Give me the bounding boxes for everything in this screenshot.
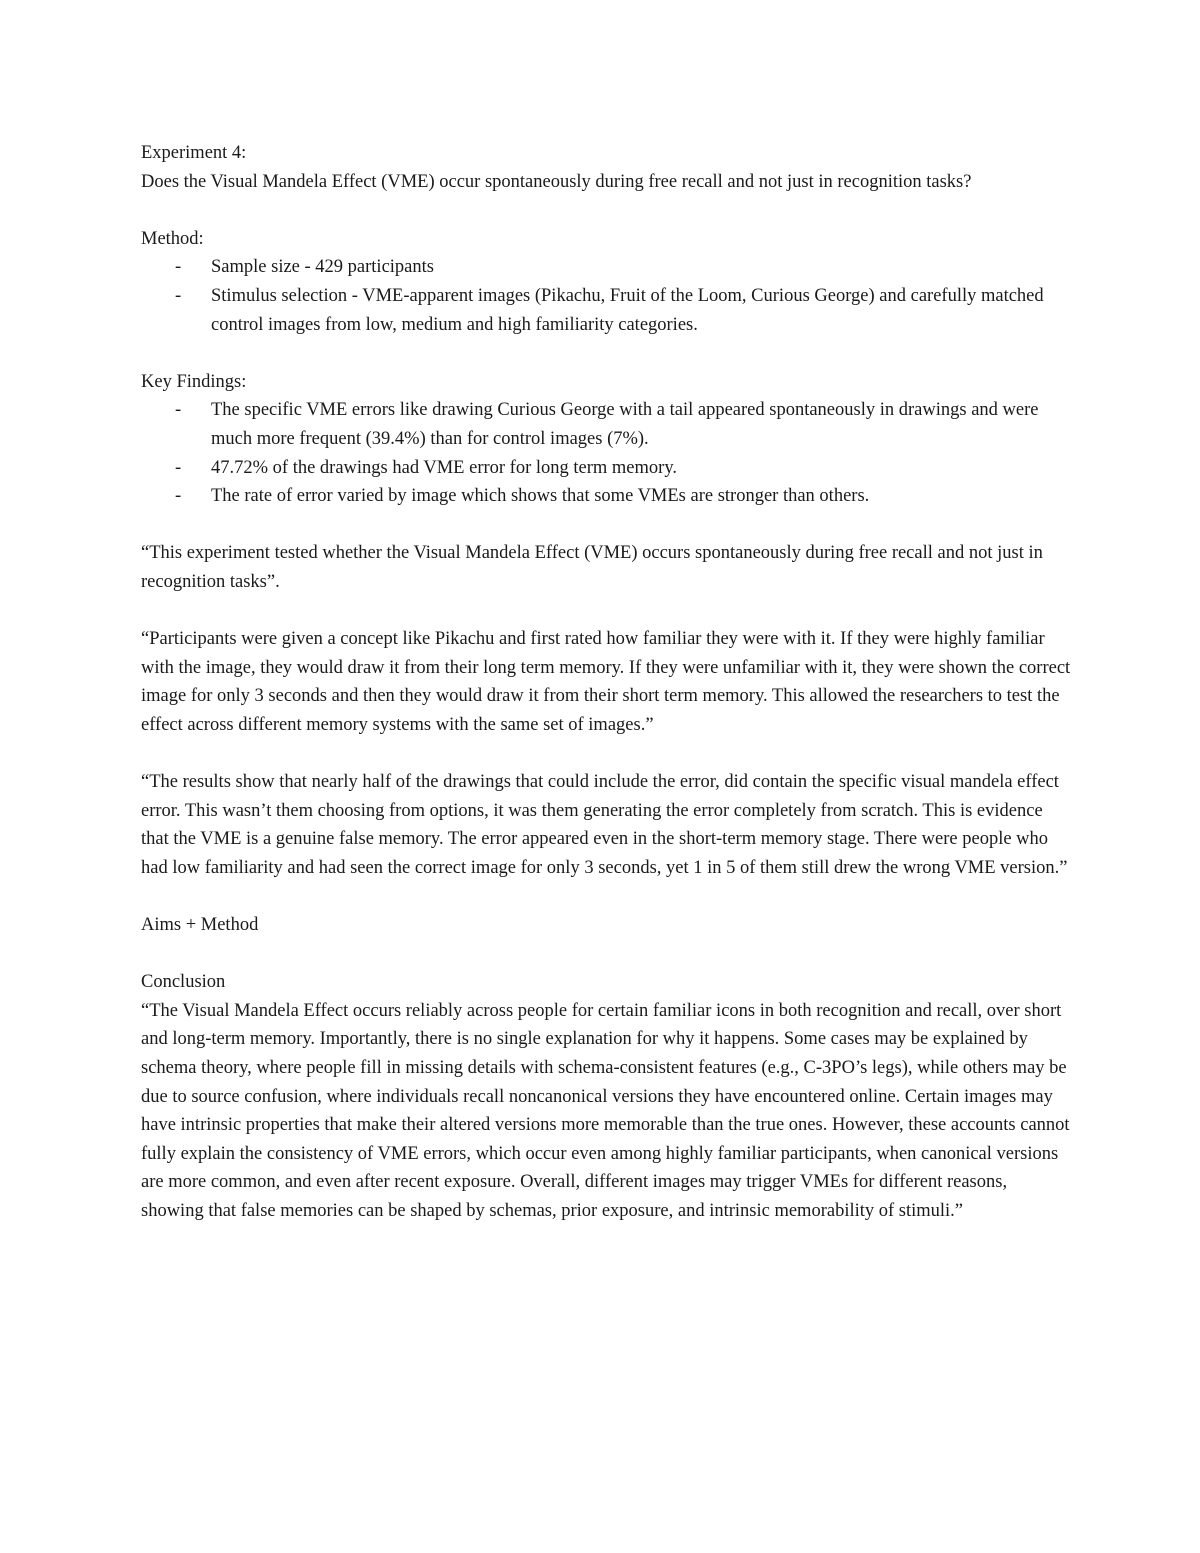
- spacer: [141, 597, 1071, 626]
- key-findings-list: [141, 396, 1071, 510]
- spacer: [141, 739, 1071, 768]
- list-item: [141, 454, 1071, 483]
- quote-paragraph: “The results show that nearly half of the drawings that could include the error, did contain the specific visual mandela effect error. This wasn’t them choosing from options, it was them generating the error completely from scratch. This is evidence that the VME is a genuine false memory. The error appeared even in the short-term memory stage. There were people who had low familiarity and had seen the correct image for only 3 seconds, yet 1 in 5 of them still drew the wrong VME version.”: [141, 772, 1068, 878]
- aims-method-label: Aims + Method: [141, 915, 259, 936]
- list-item: [141, 396, 1071, 453]
- dash-bullet: -: [175, 457, 182, 478]
- method-list: [141, 253, 1071, 339]
- dash-bullet: -: [175, 486, 182, 507]
- key-findings-heading: Key Findings:: [141, 371, 247, 392]
- list-item: [141, 482, 1071, 511]
- spacer: [141, 940, 1071, 969]
- research-question: Does the Visual Mandela Effect (VME) occur spontaneously during free recall and not just in recognition tasks?: [141, 171, 972, 192]
- dash-bullet: -: [175, 285, 182, 306]
- method-heading: Method:: [141, 228, 204, 249]
- list-item-text: The specific VME errors like drawing Curious George with a tail appeared spontaneously in drawings and were much more frequent (39.4%) than for control images (7%).: [211, 400, 1039, 449]
- list-item: [141, 282, 1071, 339]
- list-item-text: 47.72% of the drawings had VME error for long term memory.: [211, 457, 677, 478]
- list-item-text: Stimulus selection - VME-apparent images (Pikachu, Fruit of the Loom, Curious George) and carefully matched control images from low, medium and high familiarity categories.: [211, 285, 1044, 335]
- list-item-text: The rate of error varied by image which shows that some VMEs are stronger than others.: [211, 486, 870, 507]
- conclusion-heading: Conclusion: [141, 972, 226, 993]
- spacer: [141, 882, 1071, 911]
- experiment-title: Experiment 4:: [141, 143, 247, 163]
- dash-bullet: -: [175, 400, 182, 421]
- quote-paragraph: “Participants were given a concept like Pikachu and first rated how familiar they were with it. If they were highly familiar with the image, they would draw it from their long term memory. If they were unfamiliar with it, they were shown the correct image for only 3 seconds and then they would draw it from their short term memory. This allowed the researchers to test the effect across different memory systems with the same set of images.”: [141, 629, 1071, 735]
- document-body: [141, 139, 1071, 1226]
- list-item-text: Sample size - 429 participants: [211, 257, 434, 278]
- list-item: [141, 253, 1071, 282]
- dash-bullet: -: [175, 257, 182, 278]
- quote-paragraph: “This experiment tested whether the Visual Mandela Effect (VME) occurs spontaneously during free recall and not just in recognition tasks”.: [141, 543, 1043, 592]
- spacer: [141, 196, 1071, 225]
- spacer: [141, 339, 1071, 368]
- spacer: [141, 511, 1071, 540]
- conclusion-text: “The Visual Mandela Effect occurs reliably across people for certain familiar icons in both recognition and recall, over short and long-term memory. Importantly, there is no single explanation for why it happens. Some cases may be explained by schema theory, where people fill in missing details with schema-consistent features (e.g., C-3PO’s legs), while others may be due to source confusion, where individuals recall noncanonical versions they have encountered online. Certain images may have intrinsic properties that make their altered versions more memorable than the true ones. However, these accounts cannot fully explain the consistency of VME errors, which occur even among highly familiar participants, when canonical versions are more common, and even after recent exposure. Overall, different images may trigger VMEs for different reasons, showing that false memories can be shaped by schemas, prior exposure, and intrinsic memorability of stimuli.”: [141, 1000, 1070, 1221]
